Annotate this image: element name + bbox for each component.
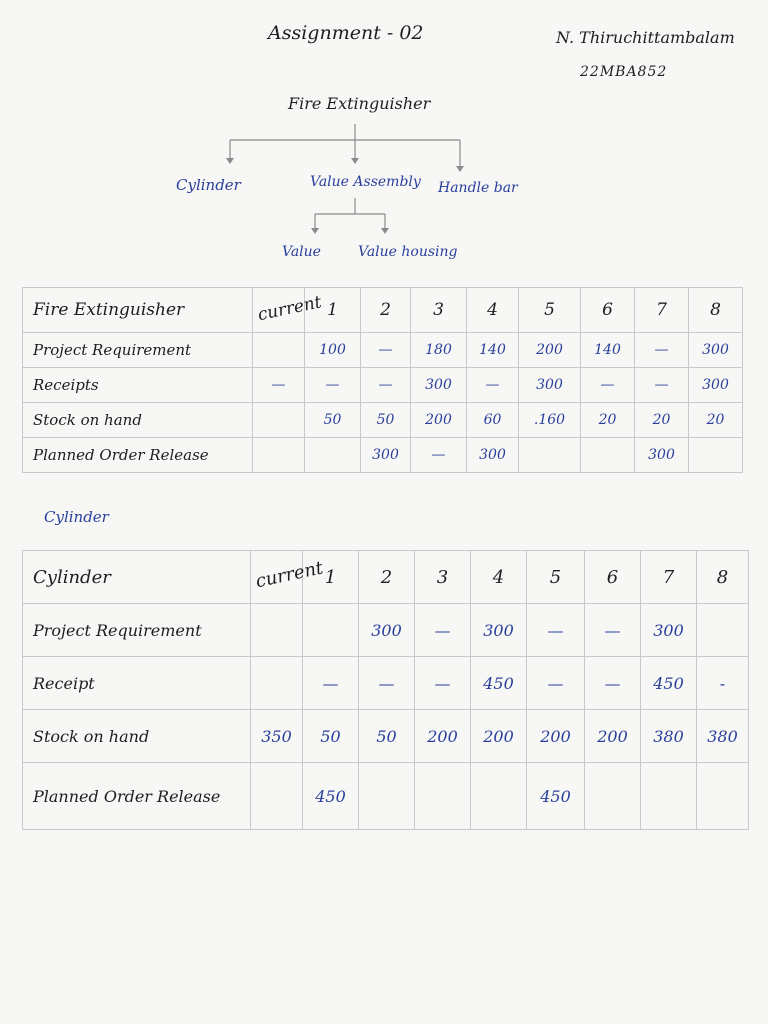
table-cell: 100 [305,333,361,368]
column-header: 5 [519,288,581,333]
table-header-row [23,288,743,333]
column-header: 3 [411,288,467,333]
table-cell: 380 [641,710,697,763]
fire-extinguisher-mrp-table [22,287,743,473]
table-cell: 20 [689,403,743,438]
table-cell: 50 [359,710,415,763]
cylinder-mrp-table [22,550,749,830]
table-cell: — [585,604,641,657]
column-header: 1 [303,551,359,604]
table-cell: 200 [411,403,467,438]
table-cell: 300 [641,604,697,657]
table-cell: — [305,368,361,403]
table-cell [697,604,749,657]
table-row [23,403,743,438]
table-cell [415,763,471,830]
row-label: Planned Order Release [23,763,251,830]
table-cell: — [415,657,471,710]
table-cell: — [467,368,519,403]
table-cell: — [253,368,305,403]
table-header-row [23,551,749,604]
row-label: Receipts [23,368,253,403]
table-cell: — [635,368,689,403]
tree-child-handle-bar: Handle bar [438,180,518,196]
table-title: Fire Extinguisher [23,288,253,333]
table-row [23,710,749,763]
column-header: 6 [581,288,635,333]
row-label: Planned Order Release [23,438,253,473]
column-header: 7 [635,288,689,333]
row-label: Receipt [23,657,251,710]
table-cell: — [527,604,585,657]
table-cell: 300 [689,333,743,368]
table-row [23,333,743,368]
table-cell: — [581,368,635,403]
table-cell: 450 [303,763,359,830]
column-header: 8 [697,551,749,604]
table-cell [251,657,303,710]
column-header: 2 [361,288,411,333]
tree-child-value-assembly: Value Assembly [310,174,421,190]
table-cell: 380 [697,710,749,763]
table-cell: 300 [467,438,519,473]
row-label: Stock on hand [23,403,253,438]
page-title: Assignment - 02 [268,22,424,44]
table-cell [251,763,303,830]
table-cell: — [527,657,585,710]
tree-subchild-value: Value [282,244,321,260]
table-cell: — [411,438,467,473]
table-cell: 450 [641,657,697,710]
table-cell: — [415,604,471,657]
column-header: 5 [527,551,585,604]
table-cell: 50 [305,403,361,438]
table-cell [689,438,743,473]
table-cell: 50 [361,403,411,438]
author-name: N. Thiruchittambalam [556,28,735,47]
table-cell: 200 [519,333,581,368]
table-cell [251,604,303,657]
table-cell [697,763,749,830]
table-cell: — [361,368,411,403]
column-header: 4 [471,551,527,604]
table-cell: 60 [467,403,519,438]
column-header: 2 [359,551,415,604]
row-label: Project Requirement [23,604,251,657]
table-row [23,657,749,710]
tree-child-cylinder: Cylinder [176,176,241,194]
table-cell: 200 [585,710,641,763]
table-cell: 300 [471,604,527,657]
table-row [23,438,743,473]
table-cell: — [359,657,415,710]
table-cell: — [303,657,359,710]
table-cell: — [585,657,641,710]
table-row [23,368,743,403]
table-title: Cylinder [23,551,251,604]
table-cell [253,438,305,473]
table-cell: 300 [689,368,743,403]
column-header: 4 [467,288,519,333]
column-header: 8 [689,288,743,333]
column-header: 3 [415,551,471,604]
table-cell [305,438,361,473]
column-header: 1 [305,288,361,333]
table-cell: 200 [415,710,471,763]
table-cell: — [635,333,689,368]
table-cell: 140 [467,333,519,368]
table-cell: — [361,333,411,368]
table-cell: 200 [471,710,527,763]
tree-root: Fire Extinguisher [288,94,431,113]
table-cell: 20 [635,403,689,438]
table-cell [359,763,415,830]
table-cell [471,763,527,830]
table-cell: 50 [303,710,359,763]
table-cell: 180 [411,333,467,368]
row-label: Stock on hand [23,710,251,763]
table-cell: 200 [527,710,585,763]
row-label: Project Requirement [23,333,253,368]
column-header-current: current [248,283,308,338]
table-row [23,604,749,657]
table-cell: 300 [519,368,581,403]
table-cell: 300 [411,368,467,403]
table-cell [519,438,581,473]
table-cell: 140 [581,333,635,368]
table-cell: 300 [635,438,689,473]
table-cell [585,763,641,830]
table-row [23,763,749,830]
table-cell: 300 [361,438,411,473]
table-cell: 20 [581,403,635,438]
table-cell: - [697,657,749,710]
column-header: 6 [585,551,641,604]
table-cell: .160 [519,403,581,438]
table-cell [253,333,305,368]
table-cell: 450 [527,763,585,830]
column-header: 7 [641,551,697,604]
section-heading-cylinder: Cylinder [44,508,109,526]
table-cell: 300 [359,604,415,657]
roll-number: 22MBA852 [580,64,668,80]
table-cell [581,438,635,473]
column-header-current: current [246,546,308,609]
tree-subchild-value-housing: Value housing [358,244,458,260]
table-cell [641,763,697,830]
table-cell [303,604,359,657]
table-cell [253,403,305,438]
table-cell: 350 [251,710,303,763]
table-cell: 450 [471,657,527,710]
